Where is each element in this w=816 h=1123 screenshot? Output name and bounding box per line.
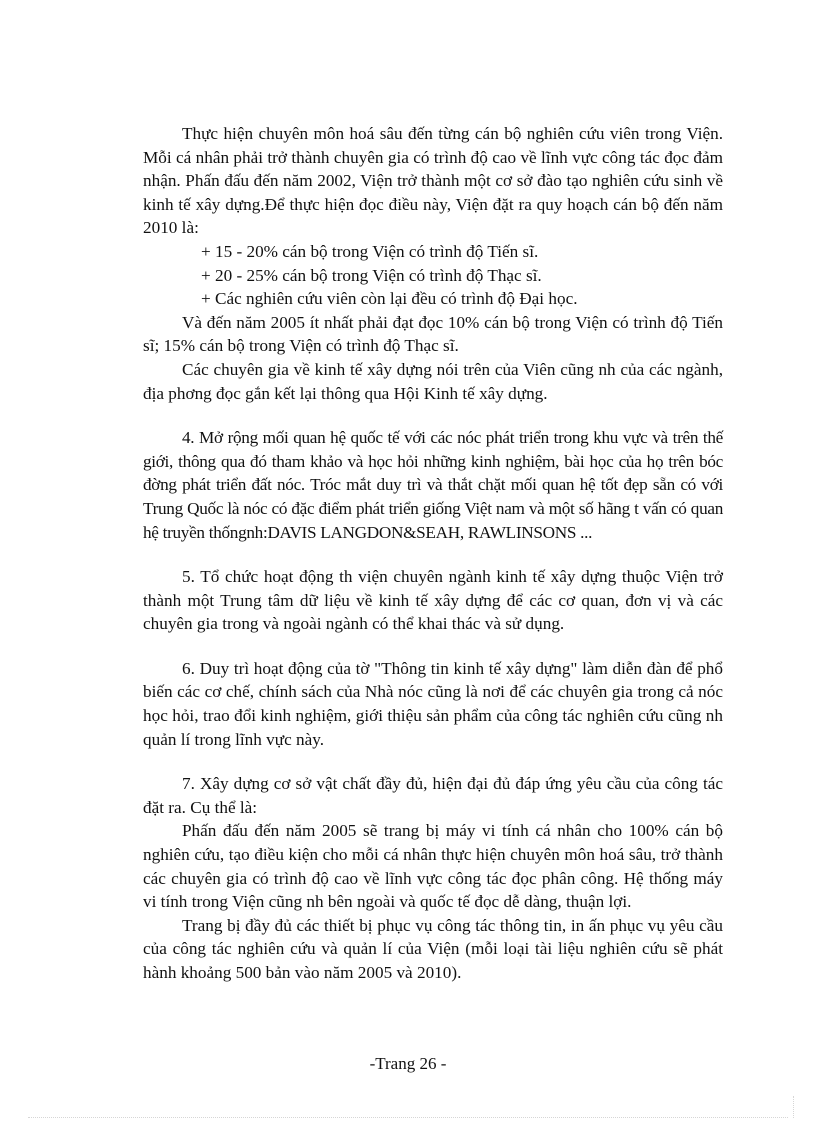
paragraph-2005-target: Và đến năm 2005 ít nhất phải đạt đọc 10% cán bộ trong Viện có trình độ Tiến sĩ; 15% cán bộ trong Viện có trình độ Thạc sĩ. xyxy=(143,312,723,356)
page-bottom-divider xyxy=(28,1117,788,1118)
bullet-university-target: + Các nghiên cứu viên còn lại đều có trình độ Đại học. xyxy=(201,289,578,309)
paragraph-gap xyxy=(143,636,723,657)
paragraph-facilities: 7. Xây dựng cơ sở vật chất đầy đủ, hiện đại đủ đáp ứng yêu cầu của công tác đặt ra. Cụ thể là: xyxy=(143,774,723,817)
page-number: -Trang 26 - xyxy=(369,1054,447,1073)
paragraph-gap xyxy=(143,405,723,426)
bullet-doctorate-target: + 15 - 20% cán bộ trong Viện có trình độ Tiến sĩ. xyxy=(201,241,539,261)
paragraph-gap xyxy=(143,544,723,565)
paragraph-gap xyxy=(143,751,723,772)
page-corner-decoration xyxy=(783,1096,794,1118)
paragraph-computers: Phấn đấu đến năm 2005 sẽ trang bị máy vi tính cá nhân cho 100% cán bộ nghiên cứu, tạo điều kiện cho mỗi cá nhân thực hiện chuyên môn hoá sâu, trở thành các chuyên gia có trình độ cao về lĩnh vực công tác đọc phân công. Hệ thống máy vi tính trong Viện cũng nh bên ngoài và quốc tế đọc dễ dàng, thuận lợi. xyxy=(143,821,723,912)
bullet-masters-target: + 20 - 25% cán bộ trong Viện có trình độ Thạc sĩ. xyxy=(201,265,542,285)
paragraph-newsletter: 6. Duy trì hoạt động của tờ "Thông tin kinh tế xây dựng" làm diễn đàn để phổ biến các cơ chế, chính sách của Nhà nóc cũng là nơi để các chuyên gia trong cả nóc học hỏi, trao đổi kinh nghiệm, giới thiệu sản phẩm của công tác nghiên cứu cũng nh quản lí trong lĩnh vực này. xyxy=(143,658,723,749)
paragraph-equipment: Trang bị đầy đủ các thiết bị phục vụ công tác thông tin, in ấn phục vụ yêu cầu của công tác nghiên cứu và quản lí của Viện (mỗi loại tài liệu nghiên cứu sẽ phát hành khoảng 500 bản vào năm 2005 và 2010). xyxy=(143,915,723,982)
paragraph-experts-association: Các chuyên gia về kinh tế xây dựng nói trên của Viên cũng nh của các ngành, địa phơng đọc gắn kết lại thông qua Hội Kinh tế xây dựng. xyxy=(143,359,723,403)
paragraph-library-center: 5. Tổ chức hoạt động th viện chuyên ngành kinh tế xây dựng thuộc Viện trở thành một Trung tâm dữ liệu về kinh tế xây dựng để các cơ quan, đơn vị và các chuyên gia trong và ngoài ngành có thể khai thác và sử dụng. xyxy=(143,567,723,634)
document-body xyxy=(143,122,723,985)
paragraph-international-relations: 4. Mở rộng mối quan hệ quốc tế với các nóc phát triển trong khu vực và trên thế giới, thông qua đó tham khảo và học hỏi những kinh nghiệm, bài học của họ trên bóc đờng phát triển đất nóc. Tróc mắt duy trì và thắt chặt mối quan hệ tốt đẹp sẵn có với Trung Quốc là nóc có đặc điểm phát triển giống Việt nam và một số hãng t vấn có quan hệ truyền thốngnh:DAVIS LANGDON&SEAH, RAWLINSONS ... xyxy=(143,428,723,542)
paragraph-specialization: Thực hiện chuyên môn hoá sâu đến từng cán bộ nghiên cứu viên trong Viện. Mỗi cá nhân phải trở thành chuyên gia có trình độ cao về lĩnh vực công tác đọc đảm nhận. Phấn đấu đến năm 2002, Viện trở thành một cơ sở đào tạo nghiên cứu sinh về kinh tế xây dựng.Để thực hiện đọc điều này, Viện đặt ra quy hoạch cán bộ đến năm 2010 là: xyxy=(143,124,723,238)
